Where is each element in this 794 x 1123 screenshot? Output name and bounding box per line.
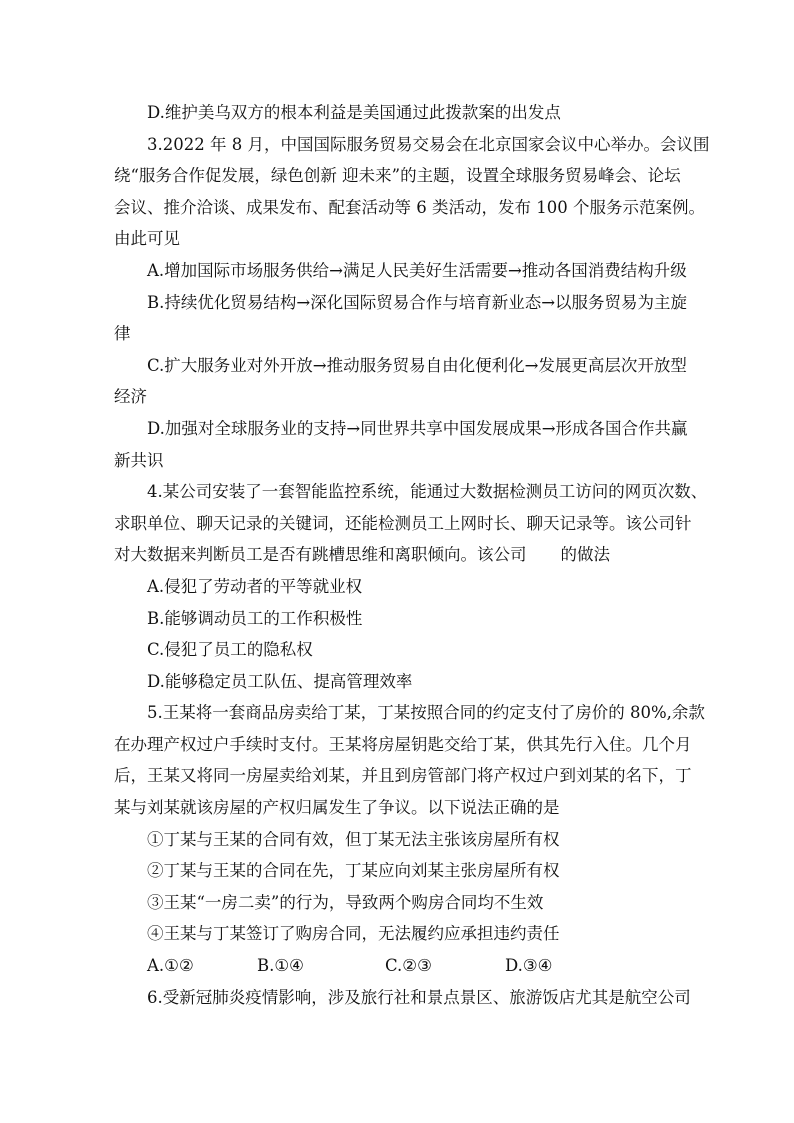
q5-stem-line: 后，王某又将同一房屋卖给刘某，并且到房管部门将产权过户到刘某的名下，丁 [114,766,692,786]
q3-stem-line: 会议、推介洽谈、成果发布、配套活动等 6 类活动，发布 100 个服务示范案例。 [114,197,705,217]
q3-option-d-cont: 新共识 [114,450,164,470]
q5-stem-line: 5.王某将一套商品房卖给丁某，丁某按照合同的约定支付了房价的 80%,余款 [147,703,705,723]
q3-stem-line: 由此可见 [114,229,180,249]
question-5 [114,697,705,981]
q3-option-c: C.扩大服务业对外开放→推动服务贸易自由化便利化→发展更高层次开放型 [147,355,687,375]
q4-option-c: C.侵犯了员工的隐私权 [147,640,313,660]
q3-option-a: A.增加国际市场服务供给→满足人民美好生活需要→推动各国消费结构升级 [147,260,687,280]
question-4 [114,476,708,697]
q5-option-b: B.①④ [257,956,304,976]
q2-option-d: D.维护美乌双方的根本利益是美国通过此拨款案的出发点 [147,103,561,122]
q5-stem-line: 在办理产权过户手续时支付。王某将房屋钥匙交给丁某，供其先行入住。几个月 [114,734,692,754]
q6-stem-line: 6.受新冠肺炎疫情影响，涉及旅行社和景点景区、旅游饭店尤其是航空公司 [147,987,691,1007]
q4-stem-text: 对大数据来判断员工是否有跳槽思维和离职倾向。该公司 [114,545,527,565]
q4-stem-text: 的做法 [560,545,610,565]
q5-option-d: D.③④ [505,956,553,976]
q5-statement-2: ②丁某与王某的合同在先，丁某应向刘某主张房屋所有权 [147,861,560,881]
question-6 [114,982,691,1014]
q5-option-a: A.①② [147,956,194,976]
q5-statement-4: ④王某与丁某签订了购房合同，无法履约应承担违约责任 [147,924,560,944]
question-3 [114,129,710,477]
q4-stem-line: 求职单位、聊天记录的关键词，还能检测员工上网时长、聊天记录等。该公司针 [114,513,692,533]
q3-stem-line: 3.2022 年 8 月，中国国际服务贸易交易会在北京国家会议中心举办。会议围 [147,134,710,154]
q5-option-c: C.②③ [385,956,432,976]
page-content [114,97,710,1013]
q4-option-a: A.侵犯了劳动者的平等就业权 [147,576,363,596]
q3-option-b-cont: 律 [114,324,131,344]
q4-option-d: D.能够稳定员工队伍、提高管理效率 [147,671,413,691]
q3-option-c-cont: 经济 [114,387,147,407]
q5-stem-line: 某与刘某就该房屋的产权归属发生了争议。以下说法正确的是 [114,798,560,818]
q5-statement-3: ③王某“一房二卖”的行为，导致两个购房合同均不生效 [147,892,544,912]
q4-stem-line [114,539,684,571]
q4-stem-line: 4.某公司安装了一套智能监控系统，能通过大数据检测员工访问的网页次数、 [147,482,708,502]
q3-option-d: D.加强对全球服务业的支持→同世界共享中国发展成果→形成各国合作共赢 [147,418,688,438]
q3-stem-line: 绕“服务合作促发展，绿色创新 迎未来”的主题，设置全球服务贸易峰会、论坛 [114,166,681,186]
q5-options-row [114,950,684,982]
q5-statement-1: ①丁某与王某的合同有效，但丁某无法主张该房屋所有权 [147,829,560,849]
q3-option-b: B.持续优化贸易结构→深化国际贸易合作与培育新业态→以服务贸易为主旋 [147,292,688,312]
q4-option-b: B.能够调动员工的工作积极性 [147,608,363,628]
